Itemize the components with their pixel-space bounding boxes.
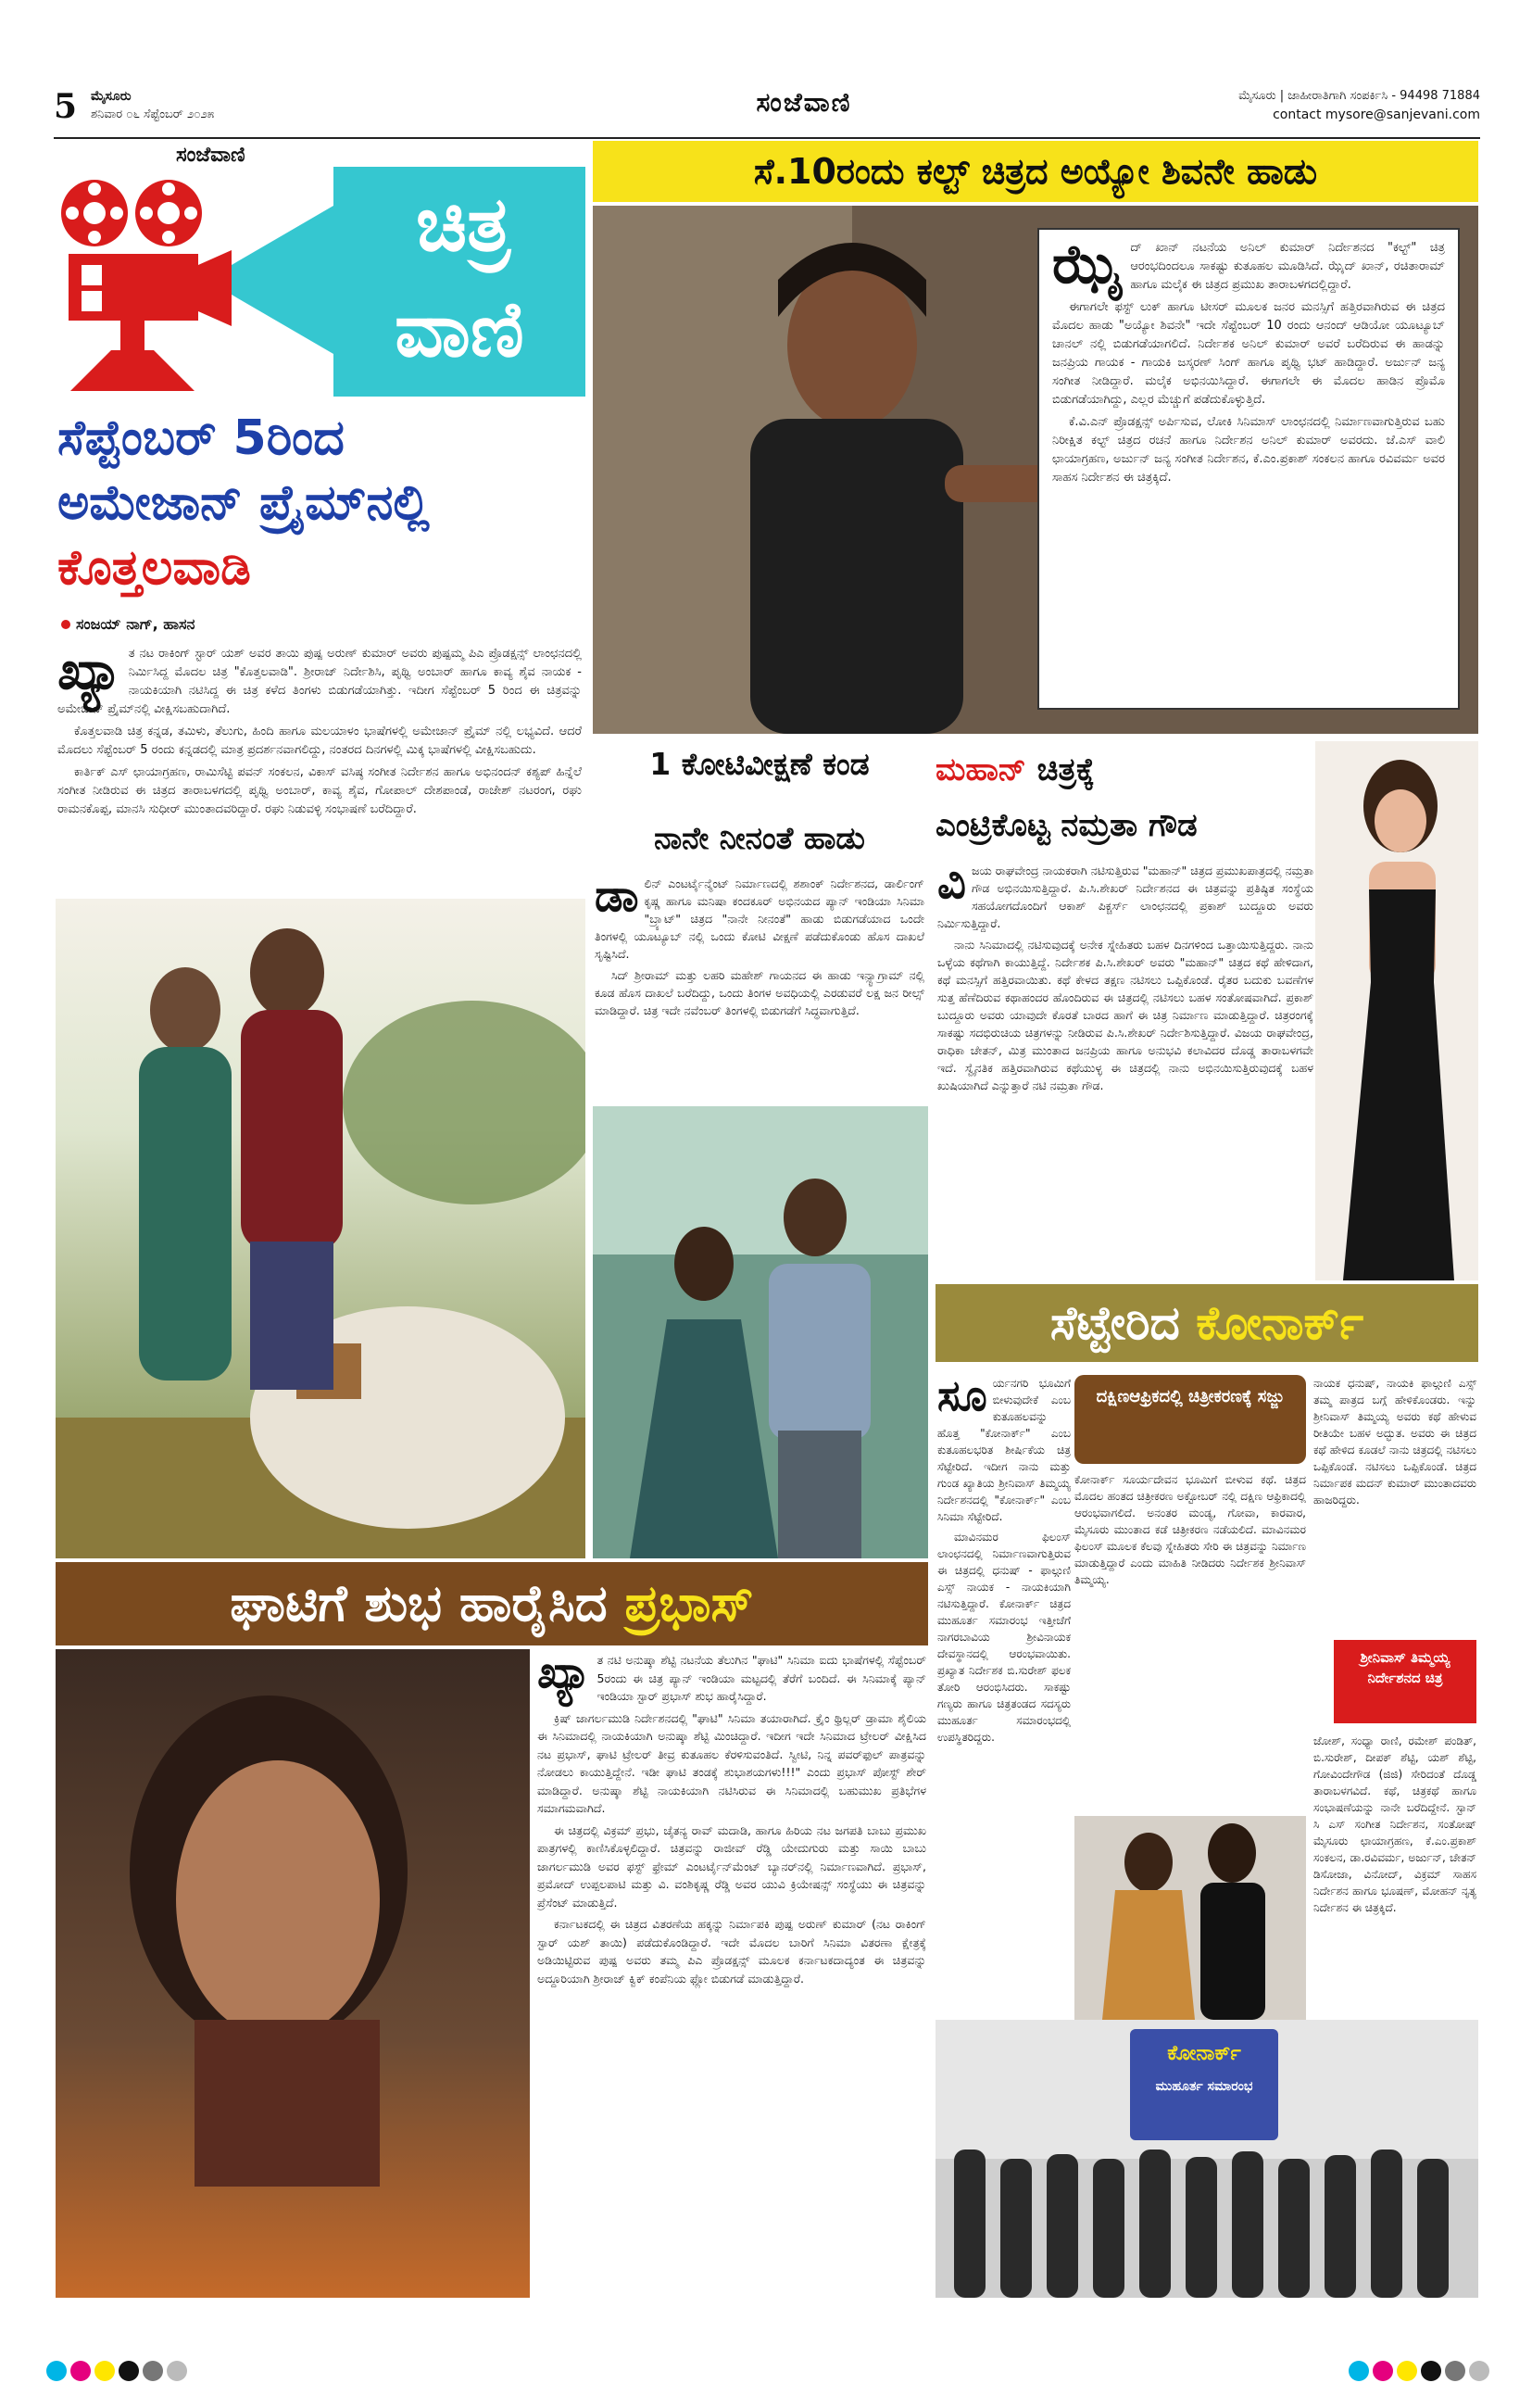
kothalavadi-headline-line2: ಅಮೇಜಾನ್ ಪ್ರೈಮ್‌ನಲ್ಲಿ: [57, 475, 430, 531]
mahan-word-2: ಚಿತ್ರಕ್ಕೆ: [1036, 751, 1095, 788]
paragraph: ದ್ ಖಾನ್ ನಟನೆಯ ಅನಿಲ್ ಕುಮಾರ್ ನಿರ್ದೇಶನದ "ಕಲ್ಟ್" ಚಿತ್ರ ಆರಂಭದಿಂದಲೂ ಸಾಕಷ್ಟು ಕುತೂಹಲ ಮೂಡಿಸಿದೆ. ಝೈದ್ ಖಾನ್, ರಚಿತಾರಾಮ್ ಹಾಗೂ ಮಲೈಕ ಈ ಚಿತ್ರದ ಪ್ರಮುಖ ತಾರಾಬಳಗದಲ್ಲಿದ್ದಾರೆ.: [1130, 241, 1445, 292]
print-mark: [167, 2361, 187, 2381]
konark-side-box-text: ದಕ್ಷಿಣಆಫ್ರಿಕದಲ್ಲಿ ಚಿತ್ರೀಕರಣಕ್ಕೆ ಸಜ್ಜು: [1096, 1387, 1285, 1406]
mahan-headline-line2: ಎಂಟ್ರಿಕೊಟ್ಟ ನಮ್ರತಾ ಗೌಡ: [936, 807, 1198, 844]
konark-word-1: ಸೆಟ್ಟೇರಿದ: [1049, 1296, 1180, 1350]
film-camera-icon: [56, 169, 232, 391]
dropcap: ವಿ: [937, 862, 966, 909]
ghaati-headline: [56, 1562, 928, 1645]
paragraph: ಕ್ರಿಷ್ ಜಾಗರ್ಲಮುಡಿ ನಿರ್ದೇಶನದಲ್ಲಿ "ಘಾಟಿ" ಸಿನಿಮಾ ತಯಾರಾಗಿದೆ. ಕ್ರೈಂ ಥ್ರಿಲ್ಲರ್ ಡ್ರಾಮಾ ಶೈಲಿಯ ಈ ಸಿನಿಮಾದಲ್ಲಿ ನಾಯಕಿಯಾಗಿ ಅನುಷ್ಕಾ ಶೆಟ್ಟಿ ಮಿಂಚಿದ್ದಾರೆ. ಇದೀಗ ಇದೇ ಸಿನಿಮಾದ ಟ್ರೇಲರ್ ವೀಕ್ಷಿಸಿದ ನಟ ಪ್ರಭಾಸ್, ಘಾಟಿ ಟ್ರೇಲರ್ ತೀವ್ರ ಕುತೂಹಲ ಕೆರಳಿಸುವಂತಿದೆ. ಸ್ವೀಟಿ, ನಿನ್ನ ಪವರ್‌ಫುಲ್ ಪಾತ್ರವನ್ನು ನೋಡಲು ಕಾಯುತ್ತಿದ್ದೇನೆ. ಇಡೀ ಘಾಟಿ ತಂಡಕ್ಕೆ ಶುಭಾಶಯಗಳು!!!" ಎಂದು ಪ್ರಭಾಸ್ ಪೋಸ್ಟ್ ಶೇರ್ ಮಾಡಿದ್ದಾರೆ. ಅನುಷ್ಕಾ ಶೆಟ್ಟಿ ನಾಯಕಿಯಾಗಿ ನಟಿಸಿರುವ ಈ ಸಿನಿಮಾದಲ್ಲಿ ಬಹುಮುಖ ಪ್ರತಿಭೆಗಳ ಸಮಾಗಮವಾಗಿದೆ.: [537, 1710, 926, 1815]
paragraph: ಜಯ ರಾಘವೇಂದ್ರ ನಾಯಕರಾಗಿ ನಟಿಸುತ್ತಿರುವ "ಮಹಾನ್" ಚಿತ್ರದ ಪ್ರಮುಖಪಾತ್ರದಲ್ಲಿ ನಮ್ರತಾ ಗೌಡ ಅಭಿನಯಿಸುತ್ತಿದ್ದಾರೆ. ಪಿ.ಸಿ.ಶೇಖರ್ ನಿರ್ದೇಶನದ ಈ ಚಿತ್ರವನ್ನು ಪ್ರತಿಷ್ಠಿತ ಸಂಸ್ಥೆಯ ಸಹಯೋಗದೊಂದಿಗೆ ಆಕಾಶ್ ಪಿಕ್ಚರ್ಸ್ ಲಾಂಛನದಲ್ಲಿ ಪ್ರಕಾಶ್ ಬುದ್ದೂರು ಅವರು ನಿರ್ಮಿಸುತ್ತಿದ್ದಾರೆ.: [937, 864, 1313, 930]
namratha-photo: [1315, 741, 1478, 1280]
konark-red-box-text: ಶ್ರೀನಿವಾಸ್ ತಿಮ್ಮಯ್ಯ ನಿರ್ದೇಶನದ ಚಿತ್ರ: [1360, 1649, 1450, 1686]
print-mark: [143, 2361, 163, 2381]
paragraph: ಕೊತ್ತಲವಾಡಿ ಚಿತ್ರ ಕನ್ನಡ, ತಮಿಳು, ತೆಲುಗು, ಹಿಂದಿ ಹಾಗೂ ಮಲಯಾಳಂ ಭಾಷೆಗಳಲ್ಲಿ ಅಮೇಜಾನ್ ಪ್ರೈಮ್ ನಲ್ಲಿ ಲಭ್ಯವಿದೆ. ಆದರೆ ಮೊದಲು ಸೆಪ್ಟೆಂಬರ್ 5 ರಂದು ಕನ್ನಡದಲ್ಲಿ ಮಾತ್ರ ಪ್ರದರ್ಶನವಾಗಲಿದ್ದು, ನಂತರದ ದಿನಗಳಲ್ಲಿ ಮಿಕ್ಕ ಭಾಷೆಗಳಲ್ಲಿ ವೀಕ್ಷಿಸಬಹುದು.: [57, 725, 582, 757]
small-logo: ಸಂಜೆವಾಣಿ: [176, 143, 245, 167]
edition-info: ಮೈಸೂರು | ಜಾಹೀರಾತಿಗಾಗಿ ಸಂಪರ್ಕಿಸಿ - 94498 71884: [1238, 89, 1480, 103]
masthead-rule: [54, 137, 1480, 139]
banner-light-beam: [232, 206, 333, 354]
logo: ಸಂಜೆವಾಣಿ: [756, 87, 852, 118]
konark-lead-photo: [1074, 1816, 1306, 2020]
konark-body-col4: [1313, 1733, 1476, 2011]
konark-headline-bar: [936, 1284, 1478, 1362]
ghaati-body: [537, 1651, 926, 2300]
dropcap: ಖ್ಯಾ: [537, 1651, 592, 1698]
print-marks-left: [46, 2361, 232, 2385]
print-marks-right: [1349, 2361, 1532, 2385]
paragraph: ಸಿದ್ ಶ್ರೀರಾಮ್ ಮತ್ತು ಲಹರಿ ಮಹೇಶ್ ಗಾಯನದ ಈ ಹಾಡು ಇನ್ಸ್ಟಾಗ್ರಾಮ್ ನಲ್ಲಿ ಕೂಡ ಹೊಸ ದಾಖಲೆ ಬರೆದಿದ್ದು, ಒಂದು ತಿಂಗಳ ಅವಧಿಯಲ್ಲಿ ಎರಡುವರೆ ಲಕ್ಷ ಜನ ರೀಲ್ಸ್ ಮಾಡಿದ್ದಾರೆ. ಚಿತ್ರ ಇದೇ ನವೆಂಬರ್ ತಿಂಗಳಲ್ಲಿ ಬಿಡುಗಡೆಗೆ ಸಿದ್ಧವಾಗುತ್ತಿದೆ.: [595, 968, 924, 1017]
mahan-headline-line1: [936, 747, 1325, 793]
print-mark: [94, 2361, 115, 2381]
mahan-word: ಮಹಾನ್: [936, 751, 1026, 788]
page-city: ಮೈಸೂರು: [91, 89, 132, 104]
paragraph: ಕಾರ್ತಿಕ್ ಎಸ್ ಛಾಯಾಗ್ರಹಣ, ರಾಮಿಸೆಟ್ಟಿ ಪವನ್ ಸಂಕಲನ, ವಿಕಾಸ್ ವಸಿಷ್ಠ ಸಂಗೀತ ನಿರ್ದೇಶನ ಹಾಗೂ ಅಭಿನಂದನ್ ಕಶ್ಯಪ್ ಹಿನ್ನೆಲೆ ಸಂಗೀತ ನೀಡಿರುವ ಈ ಚಿತ್ರದ ತಾರಾಬಳಗದಲ್ಲಿ ಪೃಥ್ವಿ ಅಂಬಾರ್, ಕಾವ್ಯ ಶೈವ, ಗೋಪಾಲ್ ದೇಶಪಾಂಡೆ, ರಾಜೇಶ್ ನಟರಂಗ, ರಘು ರಾಮನಕೊಪ್ಪ, ಮಾನಸಿ ಸುಧೀರ್ ಮುಂತಾದವರಿದ್ದಾರೆ. ರಘು ನಿಡುವಳ್ಳಿ ಸಂಭಾಷಣೆ ಬರೆದಿದ್ದಾರೆ.: [57, 765, 582, 816]
print-mark: [119, 2361, 139, 2381]
byline-bullet-icon: [61, 620, 70, 629]
paragraph: ಈಗಾಗಲೇ ಫಸ್ಟ್ ಲುಕ್ ಹಾಗೂ ಟೀಸರ್ ಮೂಲಕ ಜನರ ಮನಸ್ಸಿಗೆ ಹತ್ತಿರವಾಗಿರುವ ಈ ಚಿತ್ರದ ಮೊದಲ ಹಾಡು "ಅಯ್ಯೋ ಶಿವನೇ" ಇದೇ ಸೆಪ್ಟೆಂಬರ್ 10 ರಂದು ಆನಂದ್ ಆಡಿಯೋ ಯೂಟ್ಯೂಬ್ ಚಾನಲ್ ನಲ್ಲಿ ಬಿಡುಗಡೆಯಾಗಲಿದೆ. ನಿರ್ದೇಶಕ ಅನಿಲ್ ಕುಮಾರ್ ಅವರೆ ಬರೆದಿರುವ ಈ ಹಾಡನ್ನು ಜನಪ್ರಿಯ ಗಾಯಕ - ಗಾಯಕಿ ಜಸ್ಕರಣ್ ಸಿಂಗ್ ಹಾಗೂ ಪೃಥ್ವಿ ಭಟ್ ಹಾಡಿದ್ದಾರೆ. ಅರ್ಜುನ್ ಜನ್ಯ ಸಂಗೀತ ನೀಡಿದ್ದಾರೆ. ಮಲೈಕ ಅಭಿನಯಿಸಿದ್ದಾರೆ. ಈಗಾಗಲೇ ಈ ಮೊದಲ ಹಾಡಿನ ಪ್ರೊಮೊ ಬಿಡುಗಡೆಯಾಗಿದ್ದು, ಎಲ್ಲರ ಮೆಚ್ಚುಗೆ ಪಡೆದುಕೊಳ್ಳುತ್ತಿದೆ.: [1052, 300, 1445, 407]
print-mark: [1469, 2361, 1489, 2381]
cult-headline: ಸೆ.10ರಂದು ಕಲ್ಟ್ ಚಿತ್ರದ ಅಯ್ಯೋ ಶಿವನೇ ಹಾಡು: [753, 151, 1318, 192]
paragraph: ತ ನಟ ರಾಕಿಂಗ್ ಸ್ಟಾರ್ ಯಶ್ ಅವರ ತಾಯಿ ಪುಷ್ಪ ಅರುಣ್ ಕುಮಾರ್ ಅವರು ಪುಷ್ಪಮ್ಮ ಪಿಎ ಪ್ರೊಡಕ್ಷನ್ಸ್ ಲಾಂಛನದಲ್ಲಿ ನಿರ್ಮಿಸಿದ್ದ ಮೊದಲ ಚಿತ್ರ "ಕೊತ್ತಲವಾಡಿ". ಶ್ರೀರಾಜ್ ನಿರ್ದೇಶಿಸಿ, ಪೃಥ್ವಿ ಅಂಬಾರ್ ಹಾಗೂ ಕಾವ್ಯ ಶೈವ ನಾಯಕ - ನಾಯಕಿಯಾಗಿ ನಟಿಸಿದ್ದ ಈ ಚಿತ್ರ ಕಳೆದ ತಿಂಗಳು ಬಿಡುಗಡೆಯಾಗಿತ್ತು. ಇದೀಗ ಸೆಪ್ಟೆಂಬರ್ 5 ರಿಂದ ಈ ಚಿತ್ರವನ್ನು ಅಮೇಜಾನ್ ಪ್ರೈಮ್‌ನಲ್ಲಿ ವೀಕ್ಷಿಸಬಹುದಾಗಿದೆ.: [57, 647, 582, 716]
mahan-body: [937, 862, 1313, 1279]
kothalavadi-body: [57, 645, 582, 932]
print-mark: [1349, 2361, 1369, 2381]
print-mark: [1397, 2361, 1417, 2381]
paragraph: ಕೋನಾರ್ಕ್ ಸೂರ್ಯದೇವನ ಭೂಮಿಗೆ ಬೀಳುವ ಕಥೆ. ಚಿತ್ರದ ಮೊದಲ ಹಂತದ ಚಿತ್ರೀಕರಣ ಅಕ್ಟೋಬರ್ ನಲ್ಲಿ ದಕ್ಷಿಣ ಆಫ್ರಿಕಾದಲ್ಲಿ ಆರಂಭವಾಗಲಿದೆ. ಅನಂತರ ಮಂಡ್ಯ, ಗೋವಾ, ಕಾರವಾರ, ಮೈಸೂರು ಮುಂತಾದ ಕಡೆ ಚಿತ್ರೀಕರಣ ನಡೆಯಲಿದೆ. ಮಾವಿನಮರ ಫಿಲಂಸ್ ಮೂಲಕ ಕೆಲವು ಸ್ನೇಹಿತರು ಸೇರಿ ಈ ಚಿತ್ರವನ್ನು ನಿರ್ಮಾಣ ಮಾಡುತ್ತಿದ್ದಾರೆ ಎಂದು ಮಾಹಿತಿ ನೀಡಿದರು ನಿರ್ದೇಶಕ ಶ್ರೀನಿವಾಸ್ ತಿಮ್ಮಯ್ಯ.: [1074, 1473, 1306, 1586]
ghaati-photo: [56, 1649, 530, 2298]
konark-word-2: ಕೋನಾರ್ಕ್: [1196, 1296, 1364, 1350]
kothalavadi-headline-line1: ಸೆಪ್ಟೆಂಬರ್ 5ರಿಂದ: [57, 410, 345, 466]
cult-text-box: [1037, 228, 1460, 710]
paragraph: ಕೆ.ವಿ.ಎನ್ ಪ್ರೊಡಕ್ಷನ್ಸ್ ಅರ್ಪಿಸುವ, ಲೋಕಿ ಸಿನಿಮಾಸ್ ಲಾಂಛನದಲ್ಲಿ ನಿರ್ಮಾಣವಾಗುತ್ತಿರುವ ಬಹು ನಿರೀಕ್ಷಿತ ಕಲ್ಟ್ ಚಿತ್ರದ ರಚನೆ ಹಾಗೂ ನಿರ್ದೇಶನ ಅನಿಲ್ ಕುಮಾರ್ ಅವರದು. ಜೆ.ಎಸ್ ವಾಲಿ ಛಾಯಾಗ್ರಹಣ, ಅರ್ಜುನ್ ಜನ್ಯ ಸಂಗೀತ ನಿರ್ದೇಶನ, ಕೆ.ಎಂ.ಪ್ರಕಾಶ್ ಸಂಕಲನ ಹಾಗೂ ರವಿವರ್ಮ ಅವರ ಸಾಹಸ ನಿರ್ದೇಶನ ಈ ಚಿತ್ರಕ್ಕಿದೆ.: [1052, 415, 1445, 485]
kothalavadi-photo: [56, 899, 585, 1558]
page-number: 5: [54, 87, 78, 126]
kothalavadi-byline: [61, 615, 580, 634]
section-banner: [56, 141, 585, 397]
print-mark: [70, 2361, 91, 2381]
masthead: [54, 87, 1480, 135]
page-date: ಶನಿವಾರ ೦೬ ಸೆಪ್ಟೆಂಬರ್ ೨೦೨೫: [91, 107, 215, 121]
banner-title-line1: ಚಿತ್ರ: [415, 181, 510, 269]
print-mark: [1373, 2361, 1393, 2381]
print-mark: [1445, 2361, 1465, 2381]
naane-photo: [593, 1106, 928, 1558]
event-poster-subtitle: ಮುಹೂರ್ತ ಸಮಾರಂಭ: [1155, 2079, 1253, 2094]
konark-body-col1: [937, 1375, 1071, 2042]
kothalavadi-headline-line3: ಕೊತ್ತಲವಾಡಿ: [57, 540, 251, 596]
print-mark: [1421, 2361, 1441, 2381]
ghaati-headline-part1: ಘಾಟಿಗೆ ಶುಭ ಹಾರೈಸಿದ: [230, 1574, 608, 1633]
konark-side-box: [1074, 1375, 1306, 1464]
dropcap: ಝೈ: [1052, 239, 1125, 296]
paragraph: ನಾನು ಸಿನಿಮಾದಲ್ಲಿ ನಟಿಸುವುದಕ್ಕೆ ಅನೇಕ ಸ್ನೇಹಿತರು ಬಹಳ ದಿನಗಳಿಂದ ಒತ್ತಾಯಿಸುತ್ತಿದ್ದರು. ನಾನು ಒಳ್ಳೆಯ ಕಥೆಗಾಗಿ ಕಾಯುತ್ತಿದ್ದೆ. ನಿರ್ದೇಶಕ ಪಿ.ಸಿ.ಶೇಖರ್ ಅವರು "ಮಹಾನ್" ಚಿತ್ರದ ಕಥೆ ಹೇಳಿದಾಗ, ಕಥೆ ಮನಸ್ಸಿಗೆ ಹತ್ತಿರವಾಯಿತು. ಕಥೆ ಕೇಳದ ತಕ್ಷಣ ನಟಿಸಲು ಒಪ್ಪಿಕೊಂಡೆ. ರೈತರ ಬದುಕು ಬವಣೆಗಳ ಸುತ್ತ ಹೆಣೆದಿರುವ ಕಥಾಹಂದರ ಹೊಂದಿರುವ ಈ ಚಿತ್ರದಲ್ಲಿ ನಟಿಸಲು ಬಹಳ ಸಂತೋಷವಾಗಿದೆ. ಪ್ರಕಾಶ್ ಬುದ್ದೂರು ಅವರು ಯಾವುದೇ ಕೊರತೆ ಬಾರದ ಹಾಗೆ ಈ ಚಿತ್ರ ನಿರ್ಮಾಣ ಮಾಡುತ್ತಿದ್ದಾರೆ. ಚಿತ್ರರಂಗಕ್ಕೆ ಸಾಕಷ್ಟು ಸದಭಿರುಚಿಯ ಚಿತ್ರಗಳನ್ನು ನೀಡಿರುವ ಪಿ.ಸಿ.ಶೇಖರ್ ನಿರ್ದೇಶಿಸುತ್ತಿದ್ದಾರೆ. ವಿಜಯ ರಾಘವೇಂದ್ರ, ರಾಧಿಕಾ ಚೇತನ್, ಮಿತ್ರ ಮುಂತಾದ ಜನಪ್ರಿಯ ಹಾಗೂ ಅನುಭವಿ ಕಲಾವಿದರ ದೊಡ್ಡ ತಾರಾಬಳಗವೇ ಇದೆ. ಸ್ವೈನತಿಕ ಹತ್ತಿರವಾಗಿರುವ ಕಥೆಯುಳ್ಳ ಈ ಚಿತ್ರದಲ್ಲಿ ನಾನು ಅಭಿನಯಿಸುತ್ತಿರುವುದಕ್ಕೆ ಬಹಳ ಖುಷಿಯಾಗಿದೆ ಎನ್ನುತ್ತಾರೆ ನಟಿ ನಮ್ರತಾ ಗೌಡ.: [937, 938, 1313, 1092]
konark-red-box: [1334, 1640, 1476, 1723]
paragraph: ಜೋಶ್, ಸಂಧ್ಯಾ ರಾಣಿ, ರಮೇಶ್ ಪಂಡಿತ್, ಬಿ.ಸುರೇಶ್, ದೀಪಕ್ ಶೆಟ್ಟಿ, ಯಶ್ ಶೆಟ್ಟಿ, ಗೋವಿಂದೇಗೌಡ (ಜಿಜಿ) ಸೇರಿದಂತೆ ದೊಡ್ಡ ತಾರಾಬಳಗವಿದೆ. ಕಥೆ, ಚಿತ್ರಕಥೆ ಹಾಗೂ ಸಂಭಾಷಣೆಯನ್ನು ನಾನೇ ಬರೆದಿದ್ದೇನೆ. ಸ್ಟಾನ್ ಸಿ ಎಸ್ ಸಂಗೀತ ನಿರ್ದೇಶನ, ಸಂತೋಷ್ ಮೈಸೂರು ಛಾಯಾಗ್ರಹಣ, ಕೆ.ಎಂ.ಪ್ರಕಾಶ್ ಸಂಕಲನ, ಡಾ.ರವಿವರ್ಮ, ಅರ್ಜುನ್, ಚೇತನ್ ಡಿಸೋಜಾ, ವಿನೋದ್, ವಿಕ್ರಮ್ ಸಾಹಸ ನಿರ್ದೇಶನ ಹಾಗೂ ಭೂಷಣ್, ಮೋಹನ್ ನೃತ್ಯ ನಿರ್ದೇಶನ ಈ ಚಿತ್ರಕ್ಕಿದೆ.: [1313, 1734, 1476, 1914]
naane-headline-line2: ನಾನೇ ನೀನಂತೆ ಹಾಡು: [654, 820, 865, 856]
banner-title-line2: ವಾಣಿ: [395, 286, 524, 374]
paragraph: ತ ನಟಿ ಅನುಷ್ಕಾ ಶೆಟ್ಟಿ ನಟನೆಯ ತೆಲುಗಿನ "ಘಾಟಿ" ಸಿನಿಮಾ ಐದು ಭಾಷೆಗಳಲ್ಲಿ ಸೆಪ್ಟೆಂಬರ್ 5ರಂದು ಈ ಚಿತ್ರ ಪ್ಯಾನ್ ಇಂಡಿಯಾ ಮಟ್ಟದಲ್ಲಿ ತೆರೆಗೆ ಬಂದಿದೆ. ಈ ಸಿನಿಮಾಕ್ಕೆ ಪ್ಯಾನ್ ಇಂಡಿಯಾ ಸ್ಟಾರ್ ಪ್ರಭಾಸ್ ಶುಭ ಹಾರೈಸಿದ್ದಾರೆ.: [596, 1653, 926, 1703]
mahan-headline: [936, 747, 1325, 858]
print-mark: [46, 2361, 67, 2381]
dropcap: ಖ್ಯಾ: [57, 645, 123, 701]
paragraph: ಲಿನ್ ಎಂಟರ್ಟೈನ್ಮೆಂಟ್ ನಿರ್ಮಾಣದಲ್ಲಿ ಶಶಾಂಕ್ ನಿರ್ದೇಶನದ, ಡಾರ್ಲಿಂಗ್ ಕೃಷ್ಣ ಹಾಗೂ ಮನಿಷಾ ಕಂದಕೂರ್ ಅಭಿನಯದ ಪ್ಯಾನ್ ಇಂಡಿಯಾ ಸಿನಿಮಾ "ಬ್ರ್ಯಾಟ್" ಚಿತ್ರದ "ನಾನೇ ನೀನಂತೆ" ಹಾಡು ಬಿಡುಗಡೆಯಾದ ಒಂದೇ ತಿಂಗಳಲ್ಲಿ ಯೂಟ್ಯೂಬ್ ನಲ್ಲಿ ಒಂದು ಕೋಟಿ ವೀಕ್ಷಣೆ ಪಡೆದುಕೊಂಡು ಹೊಸ ದಾಖಲೆ ಸೃಷ್ಟಿಸಿದೆ.: [595, 876, 924, 961]
paragraph: ಈ ಚಿತ್ರದಲ್ಲಿ ವಿಕ್ರಮ್ ಪ್ರಭು, ಚೈತನ್ಯ ರಾವ್ ಮದಾಡಿ, ಹಾಗೂ ಹಿರಿಯ ನಟ ಜಗಪತಿ ಬಾಬು ಪ್ರಮುಖ ಪಾತ್ರಗಳಲ್ಲಿ ಕಾಣಿಸಿಕೊಳ್ಳಲಿದ್ದಾರೆ. ಚಿತ್ರವನ್ನು ರಾಜೀವ್ ರೆಡ್ಡಿ ಯೇದುಗುರು ಮತ್ತು ಸಾಯಿ ಬಾಬು ಜಾಗರ್ಲಮುಡಿ ಅವರ ಫಸ್ಟ್ ಫ್ರೇಮ್ ಎಂಟರ್ಟೈನ್‌ಮೆಂಟ್ ಬ್ಯಾನರ್‌ನಲ್ಲಿ ನಿರ್ಮಾಣವಾಗಿದೆ. ಪ್ರಭಾಸ್, ಪ್ರಮೋದ್ ಉಪ್ಪಲಪಾಟಿ ಮತ್ತು ವಿ. ವಂಶಿಕೃಷ್ಣ ರೆಡ್ಡಿ ಅವರ ಯುವಿ ಕ್ರಿಯೇಷನ್ಸ್ ಸಂಸ್ಥೆಯು ಈ ಚಿತ್ರವನ್ನು ಪ್ರೆಸೆಂಟ್ ಮಾಡುತ್ತಿದೆ.: [537, 1822, 926, 1910]
ghaati-headline-part2: ಪ್ರಭಾಸ್: [624, 1574, 754, 1633]
event-poster-title: ಕೋನಾರ್ಕ್: [1167, 2042, 1241, 2065]
paragraph: ಮಾವಿನಮರ ಫಿಲಂಸ್ ಲಾಂಛನದಲ್ಲಿ ನಿರ್ಮಾಣವಾಗುತ್ತಿರುವ ಈ ಚಿತ್ರದಲ್ಲಿ ಧನುಷ್ - ಫಾಲ್ಗುಣಿ ಎಸ್ಸ್ ನಾಯಕ - ನಾಯಕಿಯಾಗಿ ನಟಿಸುತ್ತಿದ್ದಾರೆ. ಕೋನಾರ್ಕ್ ಚಿತ್ರದ ಮುಹೂರ್ತ ಸಮಾರಂಭ ಇತ್ತೀಚೆಗೆ ನಾಗರಬಾವಿಯ ಶ್ರೀವಿನಾಯಕ ದೇವಸ್ಥಾನದಲ್ಲಿ ಆರಂಭವಾಯಿತು. ಪ್ರಖ್ಯಾತ ನಿರ್ದೇಶಕ ಬಿ.ಸುರೇಶ್ ಫಲಕ ತೋರಿ ಆರಂಭಿಸಿದರು. ಸಾಕಷ್ಟು ಗಣ್ಯರು ಹಾಗೂ ಚಿತ್ರತಂಡದ ಸದಸ್ಯರು ಮುಹೂರ್ತ ಸಮಾರಂಭದಲ್ಲಿ ಉಪಸ್ಥಿತರಿದ್ದರು.: [937, 1531, 1071, 1744]
cult-body: [1052, 239, 1445, 699]
naane-headline-line1: 1 ಕೋಟಿವೀಕ್ಷಣೆ ಕಂಡ: [649, 746, 870, 782]
byline-text: ಸಂಜಯ್ ನಾಗ್, ಹಾಸನ: [76, 615, 195, 633]
paragraph: ನಾಯಕ ಧನುಷ್, ನಾಯಕಿ ಫಾಲ್ಗುಣಿ ಎಸ್ಸ್ ತಮ್ಮ ಪಾತ್ರದ ಬಗ್ಗೆ ಹೇಳಿಕೊಂಡರು. ಇನ್ನು ಶ್ರೀನಿವಾಸ್ ತಿಮ್ಮಯ್ಯ ಅವರು ಕಥೆ ಹೇಳುವ ರೀತಿಯೇ ಬಹಳ ಅದ್ಭುತ. ಅವರು ಈ ಚಿತ್ರದ ಕಥೆ ಹೇಳಿದ ಕೂಡಲೆ ನಾನು ಚಿತ್ರದಲ್ಲಿ ನಟಿಸಲು ಒಪ್ಪಿಕೊಂಡೆ. ನಟಿಸಲು ಒಪ್ಪಿಕೊಂಡೆ. ಚಿತ್ರದ ನಿರ್ಮಾಪಕ ಮದನ್ ಕುಮಾರ್ ಮುಂತಾದವರು ಹಾಜರಿದ್ದರು.: [1313, 1377, 1476, 1507]
konark-headline: [936, 1284, 1478, 1362]
paragraph: ರ್ಯನಗರಿ ಭೂಮಿಗೆ ಬೀಳುವುದೇಕೆ ಎಂಬ ಕುತೂಹಲವನ್ನು ಹೊತ್ತ "ಕೋನಾರ್ಕ್" ಎಂಬ ಕುತೂಹಲಭರಿತ ಶೀರ್ಷಿಕೆಯ ಚಿತ್ರ ಸೆಟ್ಟೇರಿದೆ. ಇದೀಗ ನಾನು ಮತ್ತು ಗುಂಡ ಖ್ಯಾತಿಯ ಶ್ರೀನಿವಾಸ್ ತಿಮ್ಮಯ್ಯ ನಿರ್ದೇಶನದಲ್ಲಿ "ಕೋನಾರ್ಕ್" ಎಂಬ ಸಿನಿಮಾ ಸೆಟ್ಟೇರಿದೆ.: [937, 1377, 1071, 1523]
ghaati-headline-bar: [56, 1562, 928, 1645]
naane-body: [595, 875, 924, 1116]
konark-event-photo: [936, 2020, 1478, 2298]
dropcap: ಸೂ: [937, 1375, 987, 1420]
dropcap: ಡಾ: [595, 875, 639, 922]
cult-headline-bar: [593, 141, 1478, 202]
paragraph: ಕರ್ನಾಟಕದಲ್ಲಿ ಈ ಚಿತ್ರದ ವಿತರಣೆಯ ಹಕ್ಕನ್ನು ನಿರ್ಮಾಪಕಿ ಪುಷ್ಪ ಅರುಣ್ ಕುಮಾರ್ (ನಟ ರಾಕಿಂಗ್ ಸ್ಟಾರ್ ಯಶ್ ತಾಯಿ) ಪಡೆದುಕೊಂಡಿದ್ದಾರೆ. ಇದೇ ಮೊದಲ ಬಾರಿಗೆ ಸಿನಿಮಾ ವಿತರಣಾ ಕ್ಷೇತ್ರಕ್ಕೆ ಅಡಿಯಿಟ್ಟಿರುವ ಪುಷ್ಪ ಅವರು ತಮ್ಮ ಪಿಎ ಪ್ರೊಡಕ್ಷನ್ಸ್ ಮೂಲಕ ಕರ್ನಾಟಕದಾದ್ಯಂತ ಈ ಚಿತ್ರವನ್ನು ಅದ್ದೂರಿಯಾಗಿ ಶ್ರೀರಾಜ್ ಕ್ವಿಕ್ ಕಂಪೆನಿಯ ಫ್ಲೋ ಬಿಡುಗಡೆ ಮಾಡುತ್ತಿದ್ದಾರೆ.: [537, 1917, 926, 1986]
contact-email: contact mysore@sanjevani.com: [1273, 107, 1480, 122]
konark-body-col2: [1074, 1471, 1306, 1816]
